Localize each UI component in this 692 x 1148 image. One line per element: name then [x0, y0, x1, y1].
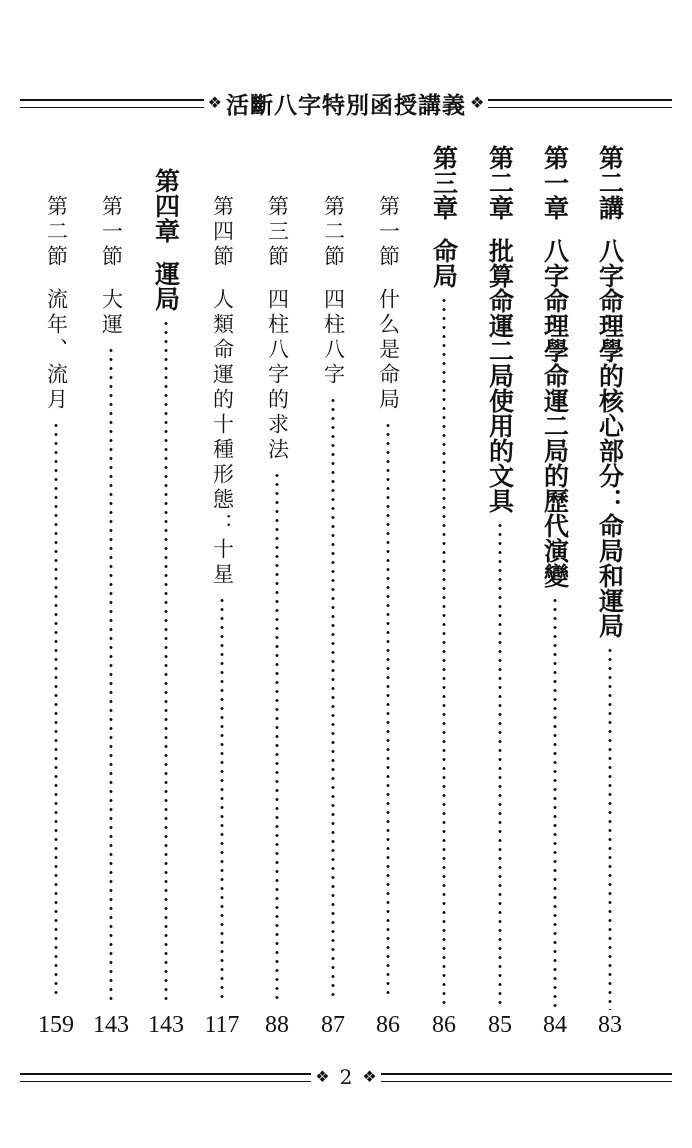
toc-entry-label: 第四章	[151, 168, 181, 243]
book-title: 活斷八字特別函授講義	[226, 91, 466, 119]
toc-entry-label: 第二章	[485, 145, 515, 220]
toc-entry-label: 第一節	[99, 195, 124, 270]
footer-rule-right	[381, 1073, 672, 1082]
toc-entry[interactable]	[592, 145, 628, 1010]
page-footer	[20, 1064, 672, 1090]
toc-entry-title: 批算命運二局使用的文具	[485, 238, 515, 513]
toc-entry[interactable]	[148, 168, 184, 1000]
toc-entry-label: 第三章	[429, 145, 459, 220]
leader-dots	[220, 596, 224, 1000]
leader-dots	[386, 421, 390, 1000]
toc-entry-page: 117	[204, 1012, 240, 1038]
toc-entry[interactable]	[259, 195, 295, 1000]
toc-entry-title: 流年、流月	[44, 288, 69, 413]
toc-entry[interactable]	[204, 195, 240, 1000]
toc-entry-label: 第二講	[595, 145, 625, 220]
page-header	[20, 88, 672, 118]
ornament-icon: ❖	[315, 1067, 330, 1086]
toc-entry-title: 四柱八字	[321, 288, 346, 388]
toc-entry-title: 八字命理學命運二局的歷代演變	[540, 238, 570, 588]
toc-entry-page: 143	[148, 1012, 184, 1038]
toc-entry-label: 第二節	[321, 195, 346, 270]
leader-dots	[331, 396, 335, 1000]
toc-entry-label: 第一章	[540, 145, 570, 220]
toc-entry[interactable]	[370, 195, 406, 1000]
toc-entry[interactable]	[315, 195, 351, 1000]
page-number: 2	[339, 1065, 353, 1089]
toc-entry-page: 84	[543, 1012, 567, 1038]
leader-dots	[553, 596, 557, 1010]
toc-entry-title: 命局	[429, 238, 459, 288]
toc-entry-page: 83	[598, 1012, 622, 1038]
toc-entry-label: 第二節	[44, 195, 69, 270]
toc-entry[interactable]	[93, 195, 129, 1000]
toc-entry-title: 運局	[151, 261, 181, 311]
toc-entry[interactable]	[426, 145, 462, 1010]
ornament-icon: ❖	[470, 93, 485, 112]
leader-dots	[164, 319, 168, 1000]
header-rule-left	[20, 99, 204, 108]
toc-entry-title: 大運	[99, 288, 124, 338]
leader-dots	[442, 296, 446, 1010]
footer-rule-left	[20, 1073, 311, 1082]
ornament-icon: ❖	[207, 93, 222, 112]
toc-entry-page: 87	[321, 1012, 345, 1038]
leader-dots	[275, 471, 279, 1000]
ornament-icon: ❖	[362, 1067, 377, 1086]
toc-entry-page: 86	[432, 1012, 456, 1038]
toc-entry-page: 159	[38, 1012, 74, 1038]
toc-entry-title: 八字命理學的核心部分：命局和運局	[595, 238, 625, 638]
toc-entry-page: 143	[93, 1012, 129, 1038]
toc-entry-page: 85	[488, 1012, 512, 1038]
toc-entry-label: 第一節	[376, 195, 401, 270]
toc-entry-title: 人類命運的十種形態：十星	[210, 288, 235, 588]
toc-entry[interactable]	[537, 145, 573, 1010]
toc-entry-page: 86	[376, 1012, 400, 1038]
toc-entry[interactable]	[38, 195, 74, 1000]
toc-entry-label: 第三節	[265, 195, 290, 270]
leader-dots	[109, 346, 113, 1000]
toc-entry[interactable]	[482, 145, 518, 1010]
toc-entry-page: 88	[265, 1012, 289, 1038]
toc-entry-label: 第四節	[210, 195, 235, 270]
toc-entry-title: 什么是命局	[376, 288, 401, 413]
header-rule-right	[488, 99, 672, 108]
toc-entry-title: 四柱八字的求法	[265, 288, 290, 463]
leader-dots	[498, 521, 502, 1010]
leader-dots	[608, 646, 612, 1010]
leader-dots	[54, 421, 58, 1000]
